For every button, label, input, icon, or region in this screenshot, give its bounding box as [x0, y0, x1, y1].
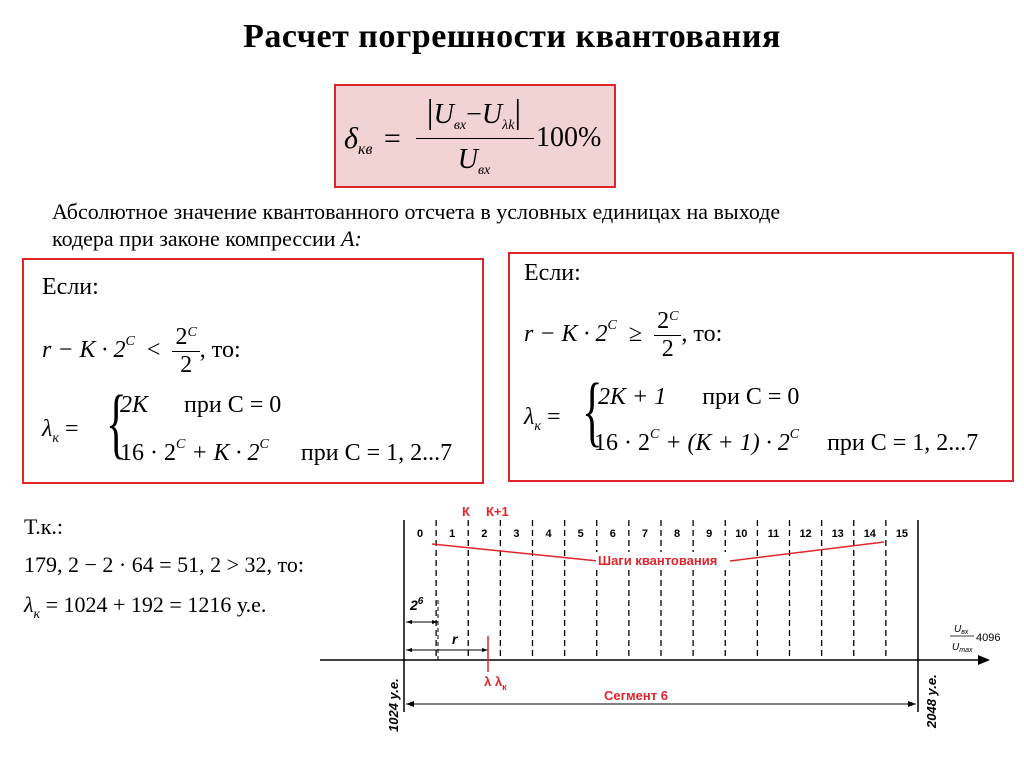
axis-arrow-icon [978, 655, 990, 665]
example-tk: Т.к.: [24, 514, 64, 539]
lambda-label: λ $\lambda_к$ [484, 674, 507, 692]
step-number: 8 [674, 528, 681, 540]
step-number: 1 [449, 528, 456, 540]
case-greater-lambda: $\lambda_к$ = [524, 404, 561, 434]
case-less-brace: { [106, 379, 127, 466]
formula-percent: 100% [536, 122, 602, 153]
formula-lhs: $\delta_{кв}$ = [344, 122, 401, 158]
formula-denominator: $U_{вх}$ [457, 144, 491, 178]
description-line-2: кодера при законе компрессии A: [52, 226, 362, 251]
description-line-1: Абсолютное значение квантованного отсчета в условных единицах на выходе [52, 199, 781, 224]
step-number: 12 [799, 528, 812, 540]
case-less-lambda: $\lambda_к$ = [42, 416, 79, 446]
segment-label: Сегмент 6 [604, 688, 668, 703]
r-label: r [452, 631, 458, 647]
step-number: 5 [577, 528, 584, 540]
steps-label: Шаги квантования [598, 553, 718, 568]
step-number: 3 [513, 528, 520, 540]
step-number: 13 [831, 528, 844, 540]
case-greater-condition: $r - K \cdot 2^C$ ≥ $\frac{2^C}{2}$ , то: [524, 308, 723, 362]
case-less-if: Если: [42, 274, 99, 300]
page-title: Расчет погрешности квантования [243, 18, 781, 55]
ratio-den: $U_{max}$ [952, 642, 973, 654]
case-greater-brace: { [582, 367, 603, 454]
step-number: 9 [706, 528, 713, 540]
example-line-3: $\lambda_к = 1024 + 192 = 1216$ у.е. [24, 592, 267, 622]
step-number: 10 [735, 528, 748, 540]
case-less-row2: $16 \cdot 2^C + K \cdot 2^C$ при C = 1, 2...7 [120, 437, 453, 466]
step-number: 4 [545, 528, 552, 540]
case-greater-if: Если: [524, 260, 581, 286]
step-size-label: $2^6$ [410, 596, 424, 613]
left-axis-label: 1024 у.е. [386, 678, 401, 732]
formula-numerator: $|U_{вх}-U_{\lambda k}|$ [426, 94, 522, 133]
example-line-2: 179, 2 − 2 · 64 = 51, 2 > 32, то: [24, 552, 304, 577]
case-less-row1: 2K при C = 0 [120, 392, 282, 418]
case-greater-row1: 2K + 1 при C = 0 [598, 384, 800, 410]
steps-pointer-right [730, 542, 884, 561]
ratio-value: 4096 [976, 632, 1001, 644]
case-greater-row2: $16 \cdot 2^C + (K + 1) \cdot 2^C$ при C = 1, 2...7 [594, 427, 979, 456]
step-number-labels [417, 528, 908, 540]
step-number: 0 [417, 528, 424, 540]
step-boundaries [436, 520, 886, 660]
k1-label: К+1 [486, 504, 509, 519]
step-number: 2 [481, 528, 488, 540]
case-less-condition: $r - K \cdot 2^C$ < $\frac{2^C}{2}$ , то: [42, 324, 241, 378]
k-label: К [462, 504, 470, 519]
step-number: 6 [609, 528, 616, 540]
step-number: 15 [895, 528, 909, 540]
step-number: 14 [863, 528, 876, 540]
step-number: 11 [767, 528, 780, 540]
ratio-num: $U_{вх}$ [954, 624, 969, 636]
steps-pointer-left [432, 544, 598, 561]
step-number: 7 [641, 528, 648, 540]
right-axis-label: 2048 у.е. [924, 674, 939, 728]
